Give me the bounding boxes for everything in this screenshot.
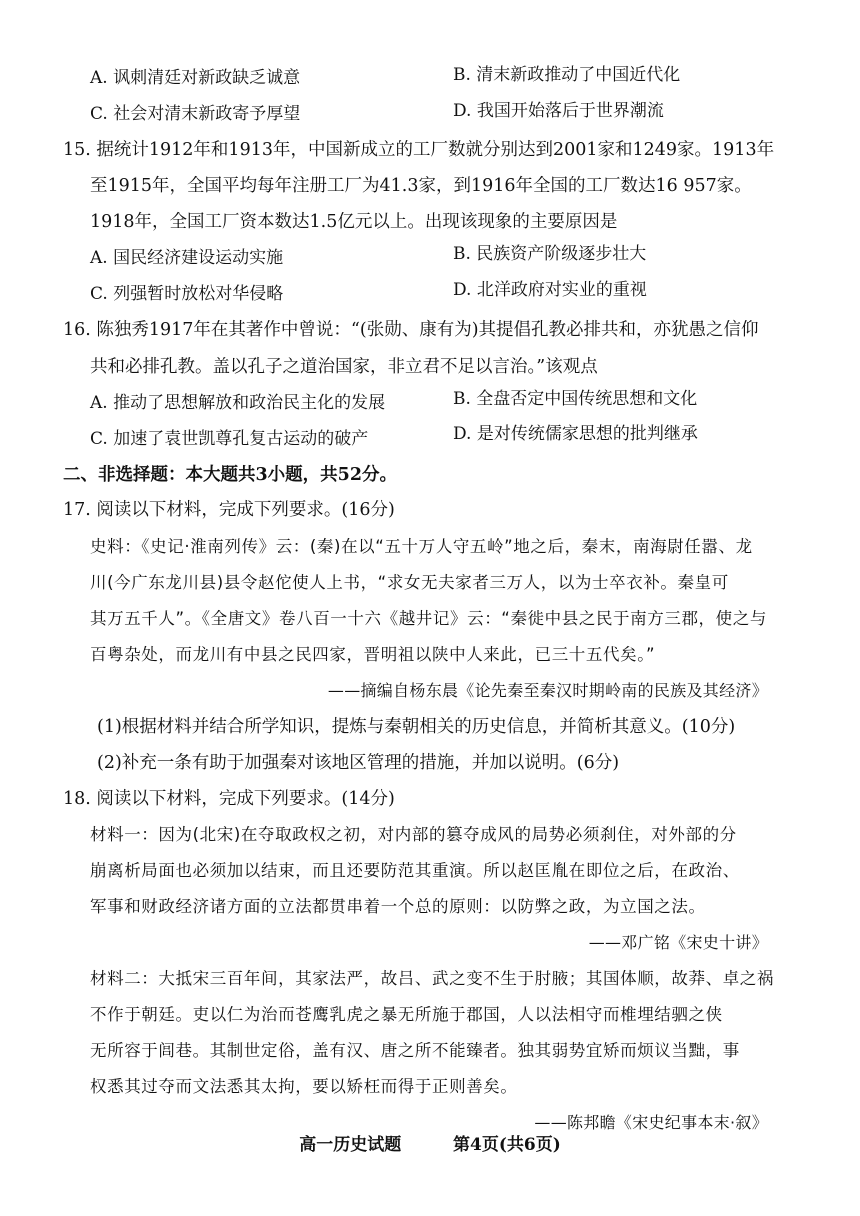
q16-stem-line: 16. 陈独秀1917年在其著作中曾说：“(张勋、康有为)其提倡孔教必排共和，亦犹愚之信仰 (63, 320, 759, 340)
q18-title: 18. 阅读以下材料，完成下列要求。(14分) (63, 789, 395, 809)
q17-material-line: 史料：《史记·淮南列传》云：(秦)在以“五十万人守五岭”地之后，秦末，南海尉任嚣、龙 (90, 537, 753, 556)
q18-material2-line: 不作于朝廷。吏以仁为治而苍鹰乳虎之暴无所施于郡国，人以法相守而椎埋结驷之侠 (90, 1005, 723, 1024)
q18-source1: ——邓广铭《宋史十讲》 (588, 933, 768, 952)
q14-option-a: A. 讽刺清廷对新政缺乏诚意 (90, 68, 301, 88)
q18-material2-line: 无所容于闾巷。其制世定俗，盖有汉、唐之所不能臻者。独其弱势宜矫而烦议当黜，事 (90, 1041, 740, 1060)
footer-page-number: 第4页(共6页) (453, 1135, 561, 1155)
q17-question-1: (1)根据材料并结合所学知识，提炼与秦朝相关的历史信息，并简析其意义。(10分) (97, 717, 736, 737)
q17-question-2: (2)补充一条有助于加强秦对该地区管理的措施，并加以说明。(6分) (97, 753, 620, 773)
q16-option-b: B. 全盘否定中国传统思想和文化 (453, 389, 698, 409)
q15-option-d: D. 北洋政府对实业的重视 (453, 280, 647, 300)
q16-stem-line: 共和必排孔教。盖以孔子之道治国家，非立君不足以言治。”该观点 (90, 357, 598, 377)
q18-material2-line: 权悉其过夺而文法悉其太拘，要以矫枉而得于正则善矣。 (90, 1077, 518, 1096)
q15-option-a: A. 国民经济建设运动实施 (90, 248, 284, 268)
q15-stem-line: 1918年，全国工厂资本数达1.5亿元以上。出现该现象的主要原因是 (90, 212, 618, 232)
q15-option-c: C. 列强暂时放松对华侵略 (90, 284, 284, 304)
q17-source: ——摘编自杨东晨《论先秦至秦汉时期岭南的民族及其经济》 (327, 681, 768, 700)
footer-subject: 高一历史试题 (299, 1135, 402, 1155)
q18-source2: ——陈邦瞻《宋史纪事本末·叙》 (534, 1113, 768, 1132)
q16-option-c: C. 加速了袁世凯尊孔复古运动的破产 (90, 429, 369, 449)
q16-option-a: A. 推动了思想解放和政治民主化的发展 (90, 393, 386, 413)
q14-option-d: D. 我国开始落后于世界潮流 (453, 101, 664, 121)
q15-option-b: B. 民族资产阶级逐步壮大 (453, 244, 647, 264)
q15-stem-line: 至1915年，全国平均每年注册工厂为41.3家，到1916年全国的工厂数达16 957家。 (90, 176, 752, 196)
q18-material1-line: 军事和财政经济诸方面的立法都贯串着一个总的原则：以防弊之政，为立国之法。 (90, 897, 706, 916)
q17-material-line: 川(今广东龙川县)县令赵佗使人上书，“求女无夫家者三万人，以为士卒衣补。秦皇可 (90, 573, 729, 592)
section-heading: 二、非选择题：本大题共3小题，共52分。 (63, 465, 398, 485)
q18-material1-line: 材料一：因为(北宋)在夺取政权之初，对内部的篡夺成风的局势必须刹住，对外部的分 (90, 825, 737, 844)
q17-title: 17. 阅读以下材料，完成下列要求。(16分) (63, 500, 395, 520)
q14-option-c: C. 社会对清末新政寄予厚望 (90, 104, 301, 124)
page-footer (0, 1130, 860, 1155)
q17-material-line: 百粤杂处，而龙川有中县之民四家，晋明祖以陕中人来此，已三十五代矣。” (90, 645, 656, 664)
q15-stem-line: 15. 据统计1912年和1913年，中国新成立的工厂数就分别达到2001家和1249家。1913年 (63, 140, 775, 160)
q17-material-line: 其万五千人”。《全唐文》卷八百一十六《越井记》云：“秦徙中县之民于南方三郡，使之与 (90, 609, 767, 628)
q14-option-b: B. 清末新政推动了中国近代化 (453, 65, 681, 85)
q18-material1-line: 崩离析局面也必须加以结束，而且还要防范其重演。所以赵匡胤在即位之后，在政治、 (90, 861, 740, 880)
q18-material2-line: 材料二：大抵宋三百年间，其家法严，故吕、武之变不生于肘腋；其国体顺，故莽、卓之祸 (90, 969, 774, 988)
q16-option-d: D. 是对传统儒家思想的批判继承 (453, 424, 698, 444)
